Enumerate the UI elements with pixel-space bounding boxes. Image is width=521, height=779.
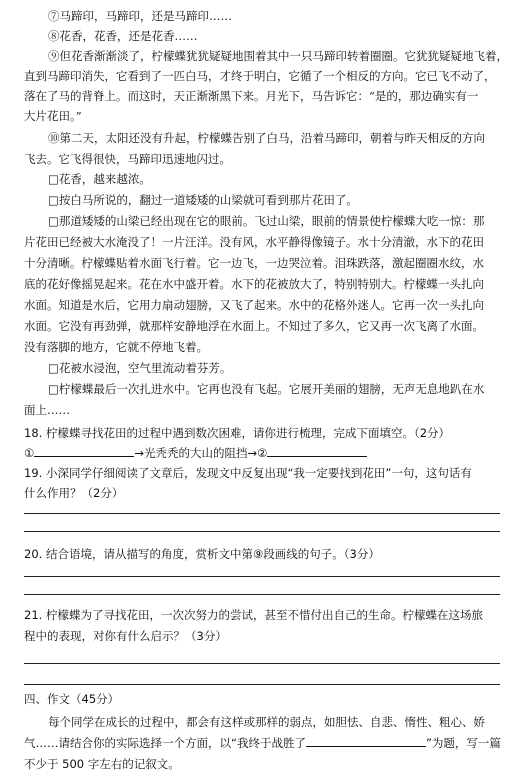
story-line-blank3c: 十分清晰。柠檬蝶贴着水面飞行着。它一边飞，一边哭泣着。泪珠跌落，激起圈圈水纹，水	[24, 256, 484, 270]
chain-middle: →光秃秃的大山的阻挡→②	[134, 446, 268, 460]
story-line-blank3g: 没有落脚的地方，它就不停地飞着。	[24, 340, 208, 354]
question-19-line2: 什么作用？（2分）	[24, 486, 124, 500]
story-line-blank3e: 水面。知道是水后，它用力扇动翅膀，又飞了起来。水中的花格外迷人。它再一次一头扎向	[24, 298, 484, 312]
question-20: 20. 结合语境，请从描写的角度，赏析文中第⑨段画线的句子。（3分）	[24, 547, 380, 561]
answer-line-20a[interactable]	[24, 576, 500, 577]
story-line-8: ⑧花香，花香，还是花香……	[48, 29, 198, 43]
story-line-9a: ⑨但花香渐渐淡了，柠檬蝶犹犹疑疑地围着其中一只马蹄印转着圈圈。它犹犹疑疑地飞着，	[48, 49, 508, 63]
answer-line-21b[interactable]	[24, 684, 500, 685]
story-line-blank5a: □柠檬蝶最后一次扎进水中。它再也没有飞起。它展开美丽的翅膀，无声无息地趴在水	[48, 382, 485, 396]
question-18: 18. 柠檬蝶寻找花田的过程中遇到数次困难，请你进行梳理，完成下面填空。（2分）	[24, 426, 451, 440]
question-18-chain	[24, 444, 521, 463]
composition-prompt-start: 气……请结合你的实际选择一个方面，以“我终于战胜了	[24, 736, 306, 750]
story-line-blank4: □花被水浸泡，空气里流动着芬芳。	[48, 361, 232, 375]
answer-blank-2[interactable]	[267, 444, 367, 457]
answer-line-21a[interactable]	[24, 663, 500, 664]
story-line-blank3d: 底的花好像摇晃起来。花在水中盛开着。水下的花被放大了，特别特别大。柠檬蝶一头扎向	[24, 277, 484, 291]
title-blank[interactable]	[306, 734, 426, 747]
composition-prompt-end: ”为题，写一篇	[425, 736, 501, 750]
story-line-blank3a: □那道矮矮的山梁已经出现在它的眼前。飞过山梁，眼前的情景使柠檬蝶大吃一惊：那	[48, 214, 485, 228]
composition-line2	[24, 734, 521, 753]
story-line-blank3b: 片花田已经被大水淹没了！一片汪洋。没有风，水平静得像镜子。水十分清澈，水下的花田	[24, 235, 484, 249]
story-line-7: ⑦马蹄印，马蹄印，还是马蹄印……	[48, 9, 232, 23]
story-line-9b: 直到马蹄印消失，它看到了一匹白马，才终于明白，它循了一个相反的方向。它已飞不动了，	[24, 69, 496, 83]
composition-line3: 不少于 500 字左右的记叙文。	[24, 757, 180, 771]
question-21-line2: 程中的表现，对你有什么启示？（3分）	[24, 629, 227, 643]
answer-line-20b[interactable]	[24, 594, 500, 595]
chain-label-1: ①	[24, 446, 35, 460]
question-19-line1: 19. 小深同学仔细阅读了文章后，发现文中反复出现“我一定要找到花田”一句，这句话有	[24, 466, 472, 480]
story-line-9c: 落在了马的背脊上。而这时，天正渐渐黑下来。月光下，马告诉它：“是的，那边确实有一	[24, 89, 479, 103]
story-line-9d: 大片花田。”	[24, 109, 82, 123]
answer-line-19a[interactable]	[24, 513, 500, 514]
composition-heading: 四、作文（45分）	[24, 692, 120, 706]
story-line-blank3f: 水面。它没有再劲弹，就那样安静地浮在水面上。不知过了多久，它又再一次飞离了水面。	[24, 319, 484, 333]
story-line-blank5b: 面上……	[24, 403, 70, 417]
composition-line1: 每个同学在成长的过程中，都会有这样或那样的弱点，如胆怯、自悲、惰性、粗心、娇	[48, 715, 485, 729]
answer-blank-1[interactable]	[34, 444, 134, 457]
story-line-blank1: □花香，越来越浓。	[48, 172, 151, 186]
question-21-line1: 21. 柠檬蝶为了寻找花田，一次次努力的尝试，甚至不惜付出自己的生命。柠檬蝶在这场旅	[24, 608, 483, 622]
story-line-10b: 飞去。它飞得很快，马蹄印迅速地闪过。	[24, 152, 231, 166]
story-line-blank2: □按白马所说的，翻过一道矮矮的山梁就可看到那片花田了。	[48, 193, 358, 207]
answer-line-19b[interactable]	[24, 531, 500, 532]
story-line-10a: ⑩第二天，太阳还没有升起，柠檬蝶告别了白马，沿着马蹄印，朝着与昨天相反的方向	[48, 131, 485, 145]
